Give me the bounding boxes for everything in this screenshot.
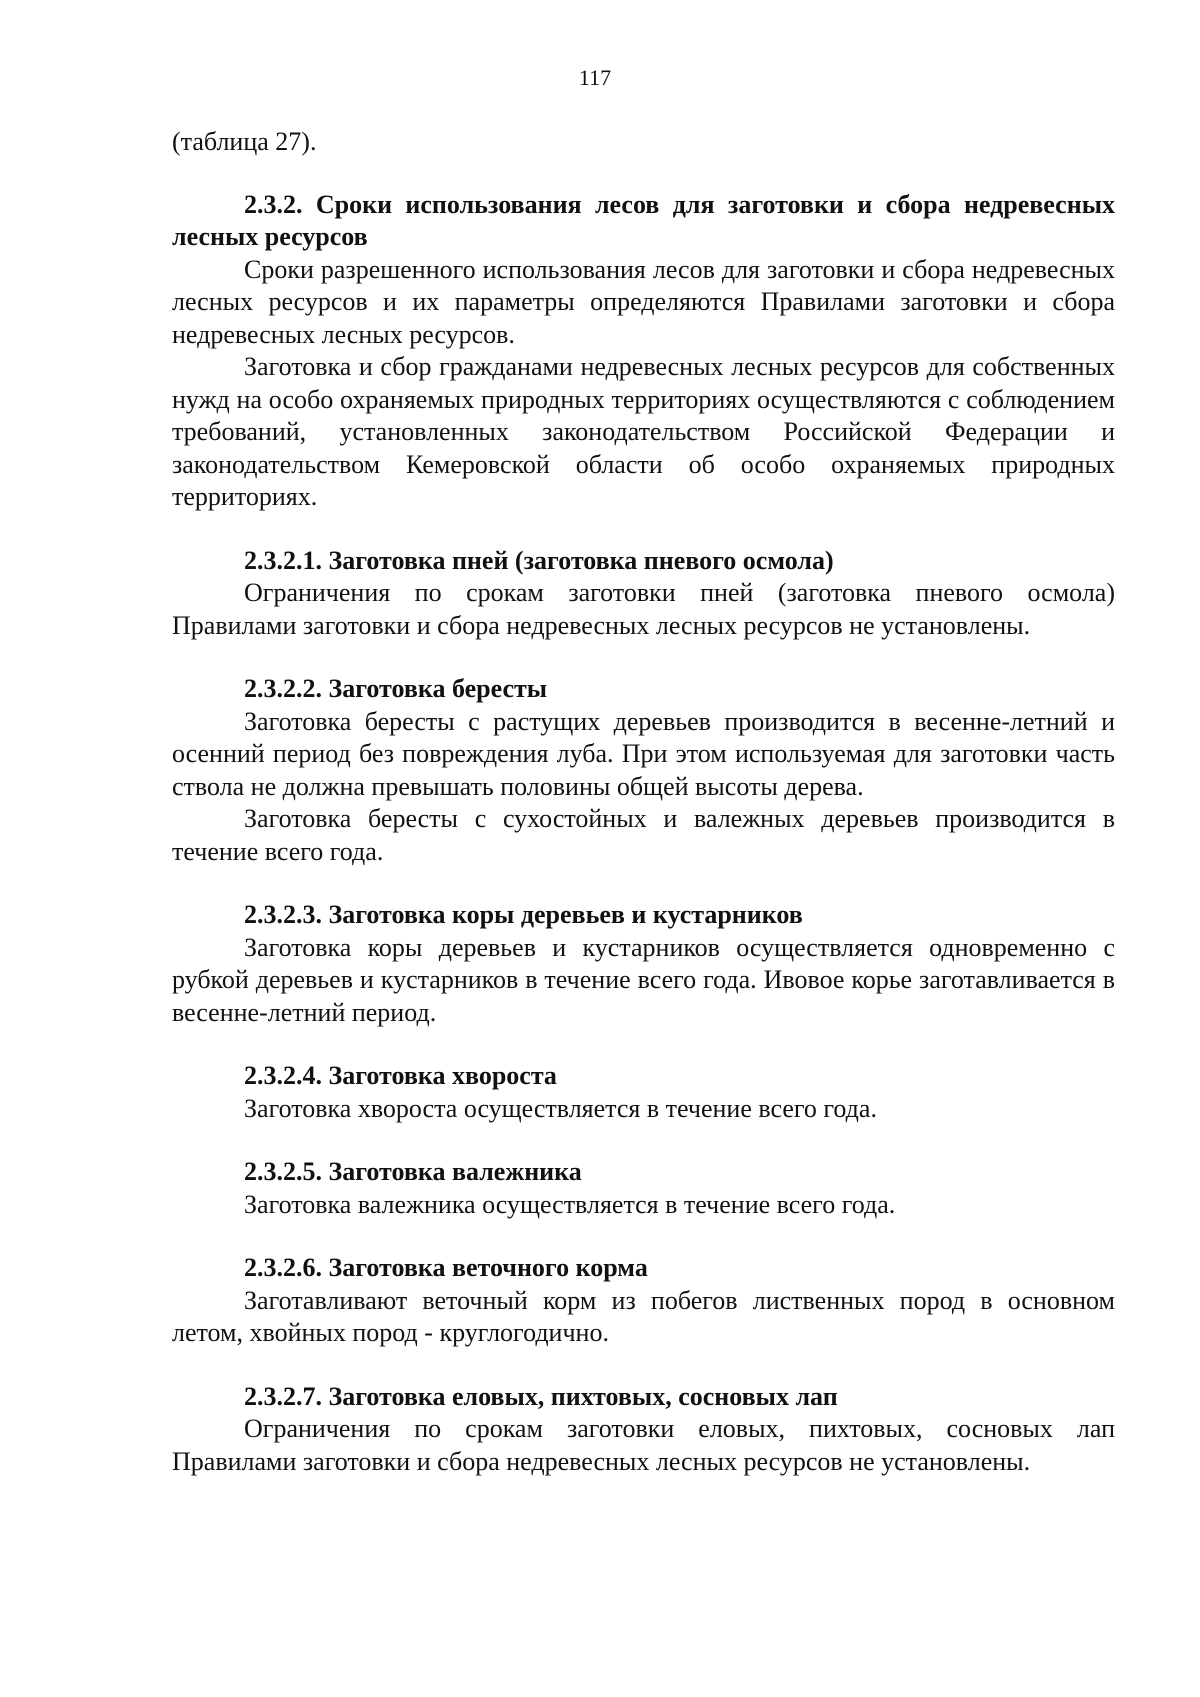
section-heading: 2.3.2.7. Заготовка еловых, пихтовых, сосновых лап bbox=[244, 1381, 838, 1411]
section-heading: 2.3.2. Сроки использования лесов для заготовки и сбора недревесных лесных ресурсов bbox=[172, 189, 1115, 251]
section-2-3-2 bbox=[172, 189, 1115, 514]
section-heading: 2.3.2.2. Заготовка бересты bbox=[244, 674, 548, 703]
section-2-3-2-2 bbox=[172, 673, 1115, 868]
section-2-3-2-6 bbox=[172, 1252, 1115, 1350]
section-heading: 2.3.2.4. Заготовка хвороста bbox=[244, 1061, 557, 1090]
paragraph: Заготовка хвороста осуществляется в течение всего года. bbox=[244, 1093, 877, 1123]
paragraph: Заготовка бересты с растущих деревьев производится в весенне-летний и осенний период без повреждения луба. При этом используемая для заготовки часть ствола не должна превышать половины общей высоты дерева. bbox=[172, 706, 1115, 801]
section-2-3-2-1 bbox=[172, 545, 1115, 643]
page-number: 117 bbox=[578, 65, 612, 90]
paragraph: Заготовка и сбор гражданами недревесных лесных ресурсов для собственных нужд на особо охраняемых природных территориях осуществляются с соблюдением требований, установленных законодательством Российской Федерации и законодательством Кемеровской области об особо охраняемых природных территориях. bbox=[172, 352, 1115, 511]
section-heading: 2.3.2.1. Заготовка пней (заготовка пневого осмола) bbox=[244, 545, 834, 575]
section-2-3-2-5 bbox=[172, 1156, 1115, 1221]
paragraph: Заготовка валежника осуществляется в течение всего года. bbox=[244, 1189, 896, 1219]
section-2-3-2-4 bbox=[172, 1060, 1115, 1125]
paragraph: Сроки разрешенного использования лесов для заготовки и сбора недревесных лесных ресурсов и их параметры определяются Правилами заготовки и сбора недревесных лесных ресурсов. bbox=[172, 254, 1115, 349]
section-heading: 2.3.2.3. Заготовка коры деревьев и кустарников bbox=[244, 900, 803, 929]
page-body bbox=[172, 126, 1115, 1478]
section-heading: 2.3.2.6. Заготовка веточного корма bbox=[244, 1253, 648, 1282]
section-2-3-2-7 bbox=[172, 1381, 1115, 1479]
section-2-3-2-3 bbox=[172, 899, 1115, 1029]
paragraph: Заготовка бересты с сухостойных и валежных деревьев производится в течение всего года. bbox=[172, 804, 1115, 866]
paragraph: Заготовка коры деревьев и кустарников осуществляется одновременно с рубкой деревьев и кустарников в течение всего года. Ивовое корье заготавливается в весенне-летний период. bbox=[172, 932, 1115, 1027]
intro-line: (таблица 27). bbox=[172, 127, 317, 156]
section-heading: 2.3.2.5. Заготовка валежника bbox=[244, 1157, 582, 1186]
paragraph: Ограничения по срокам заготовки пней (заготовка пневого осмола) Правилами заготовки и сбора недревесных лесных ресурсов не установлены. bbox=[172, 578, 1115, 640]
paragraph: Ограничения по срокам заготовки еловых, пихтовых, сосновых лап Правилами заготовки и сбора недревесных лесных ресурсов не установлены. bbox=[172, 1414, 1115, 1476]
paragraph: Заготавливают веточный корм из побегов лиственных пород в основном летом, хвойных пород - круглогодично. bbox=[172, 1285, 1115, 1347]
